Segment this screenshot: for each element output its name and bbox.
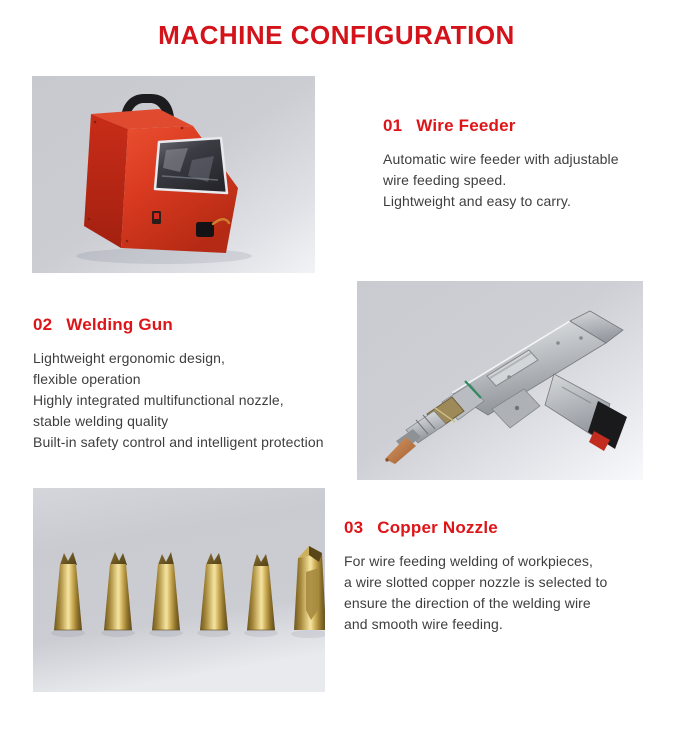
section-text-copper-nozzle	[344, 518, 644, 635]
section-text-wire-feeder	[383, 116, 653, 212]
wire-feeder-illustration	[32, 76, 315, 273]
section-body	[344, 551, 644, 635]
section-title: Welding Gun	[66, 315, 173, 334]
body-line: Built-in safety control and intelligent protection	[33, 434, 324, 450]
body-line: Lightweight and easy to carry.	[383, 193, 571, 209]
copper-nozzle-photo	[33, 488, 325, 692]
section-title: Wire Feeder	[416, 116, 516, 135]
section-heading-wire-feeder	[383, 116, 653, 136]
body-line: Lightweight ergonomic design,	[33, 350, 226, 366]
body-line: flexible operation	[33, 371, 141, 387]
section-body	[383, 149, 653, 212]
section-number: 03	[344, 518, 364, 537]
wire-feeder-photo	[32, 76, 315, 273]
section-number: 02	[33, 315, 53, 334]
section-text-welding-gun	[33, 315, 348, 453]
body-line: Automatic wire feeder with adjustable	[383, 151, 619, 167]
body-line: wire feeding speed.	[383, 172, 507, 188]
section-number: 01	[383, 116, 403, 135]
section-title: Copper Nozzle	[377, 518, 498, 537]
section-heading-welding-gun	[33, 315, 348, 335]
copper-nozzle-illustration	[33, 488, 325, 692]
section-body	[33, 348, 348, 453]
welding-gun-photo	[357, 281, 643, 480]
body-line: ensure the direction of the welding wire	[344, 595, 591, 611]
body-line: a wire slotted copper nozzle is selected to	[344, 574, 608, 590]
section-heading-copper-nozzle	[344, 518, 644, 538]
welding-gun-illustration	[357, 281, 643, 480]
body-line: Highly integrated multifunctional nozzle,	[33, 392, 284, 408]
body-line: and smooth wire feeding.	[344, 616, 503, 632]
body-line: For wire feeding welding of workpieces,	[344, 553, 594, 569]
body-line: stable welding quality	[33, 413, 169, 429]
page-title: MACHINE CONFIGURATION	[158, 20, 515, 50]
